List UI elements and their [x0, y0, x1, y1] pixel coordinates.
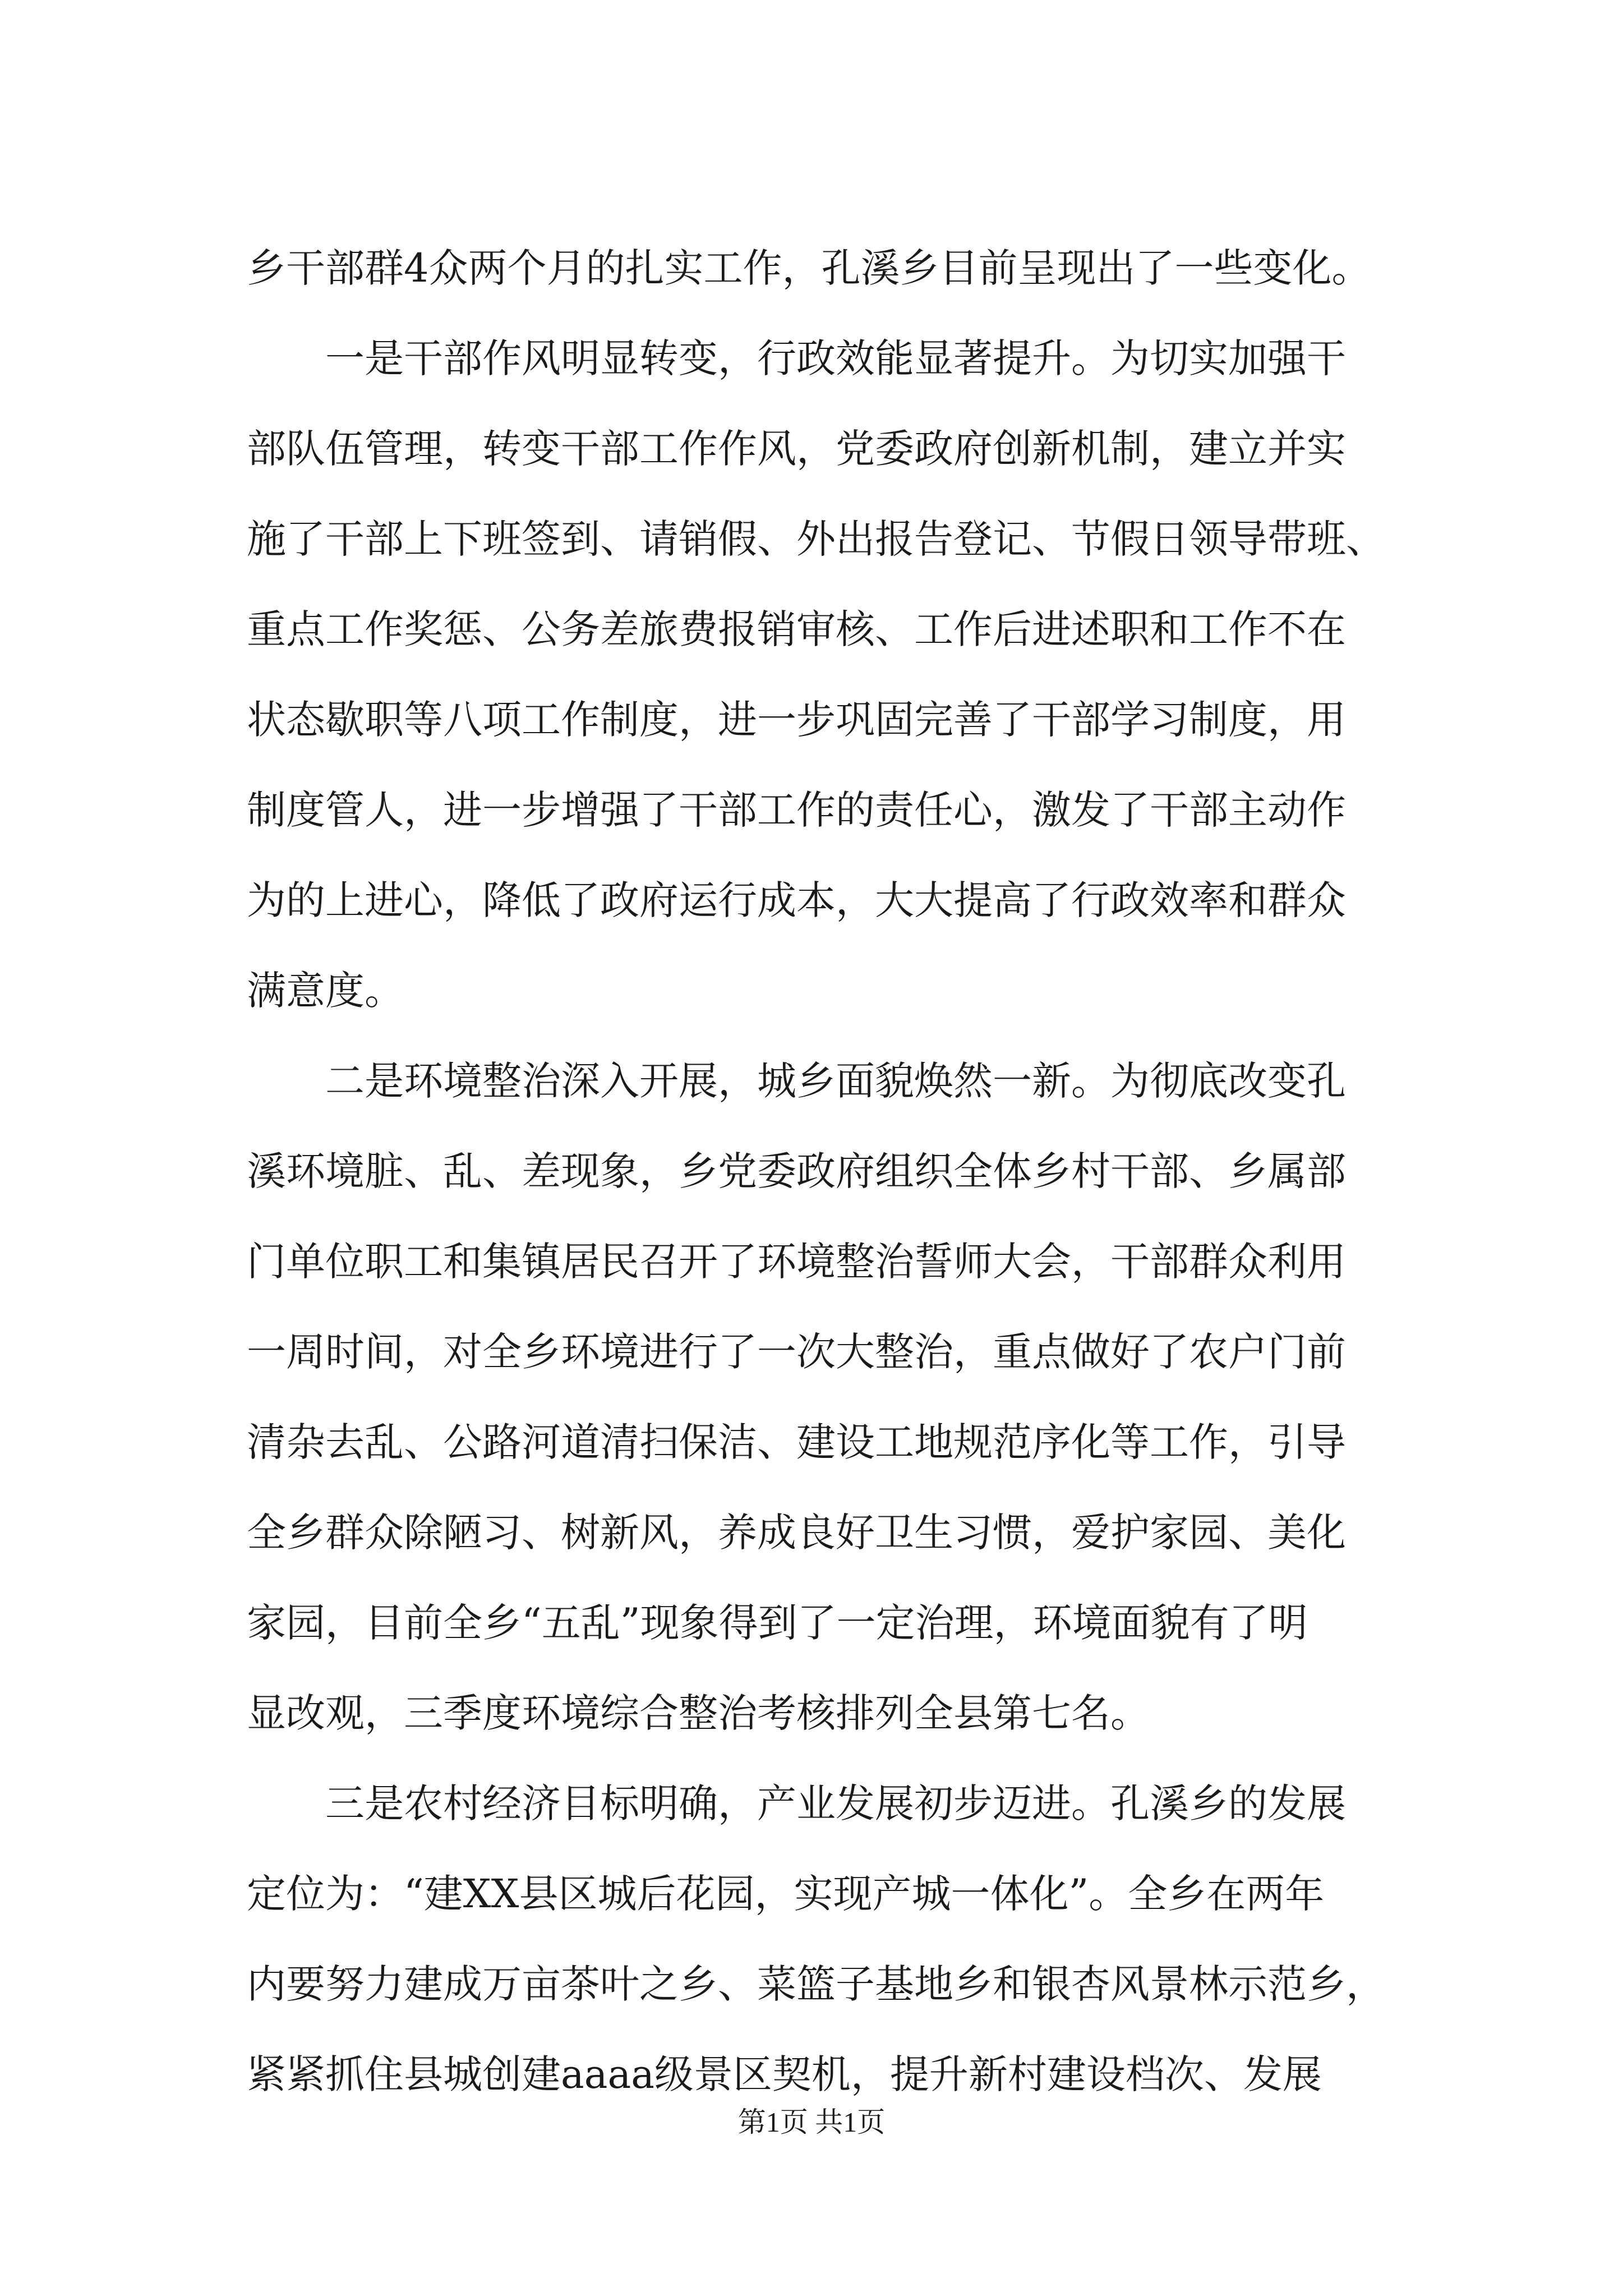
text-line: 门单位职工和集镇居民召开了环境整治誓师大会，干部群众利用 — [247, 1239, 1346, 1285]
text-line: 家园，目前全乡“五乱”现象得到了一定治理，环境面貌有了明 — [247, 1600, 1308, 1646]
text-line: 一周时间，对全乡环境进行了一次大整治，重点做好了农户门前 — [247, 1329, 1346, 1375]
text-line: 定位为：“建XX县区城后花园，实现产城一体化”。全乡在两年 — [247, 1871, 1325, 1917]
text-line: 制度管人，进一步增强了干部工作的责任心，激发了干部主动作 — [247, 787, 1346, 833]
text-line: 为的上进心，降低了政府运行成本，大大提高了行政效率和群众 — [247, 877, 1346, 923]
text-line: 清杂去乱、公路河道清扫保洁、建设工地规范序化等工作，引导 — [247, 1419, 1346, 1465]
text-line: 乡干部群4众两个月的扎实工作，孔溪乡目前呈现出了一些变化。 — [247, 245, 1371, 291]
text-line: 状态歇职等八项工作制度，进一步巩固完善了干部学习制度，用 — [247, 697, 1346, 743]
text-line: 满意度。 — [247, 968, 404, 1014]
text-line: 紧紧抓住县城创建aaaa级景区契机，提升新村建设档次、发展 — [247, 2051, 1322, 2097]
body-text — [247, 223, 1424, 2120]
text-line: 一是干部作风明显转变，行政效能显著提升。为切实加强干 — [325, 335, 1346, 381]
text-line: 内要努力建成万亩茶叶之乡、菜篮子基地乡和银杏风景林示范乡， — [247, 1961, 1385, 2007]
text-line: 显改观，三季度环境综合整治考核排列全县第七名。 — [247, 1690, 1150, 1736]
text-line: 溪环境脏、乱、差现象，乡党委政府组织全体乡村干部、乡属部 — [247, 1148, 1346, 1194]
text-line: 全乡群众除陋习、树新风，养成良好卫生习惯，爱护家园、美化 — [247, 1510, 1346, 1556]
text-line: 二是环境整治深入开展，城乡面貌焕然一新。为彻底改变孔 — [325, 1058, 1346, 1104]
text-line: 重点工作奖惩、公务差旅费报销审核、工作后进述职和工作不在 — [247, 606, 1346, 652]
text-line: 施了干部上下班签到、请销假、外出报告登记、节假日领导带班、 — [247, 516, 1385, 562]
text-line: 部队伍管理，转变干部工作作风，党委政府创新机制，建立并实 — [247, 426, 1346, 472]
page-footer: 第1页 共1页 — [737, 2106, 886, 2138]
text-line: 三是农村经济目标明确，产业发展初步迈进。孔溪乡的发展 — [325, 1780, 1346, 1826]
